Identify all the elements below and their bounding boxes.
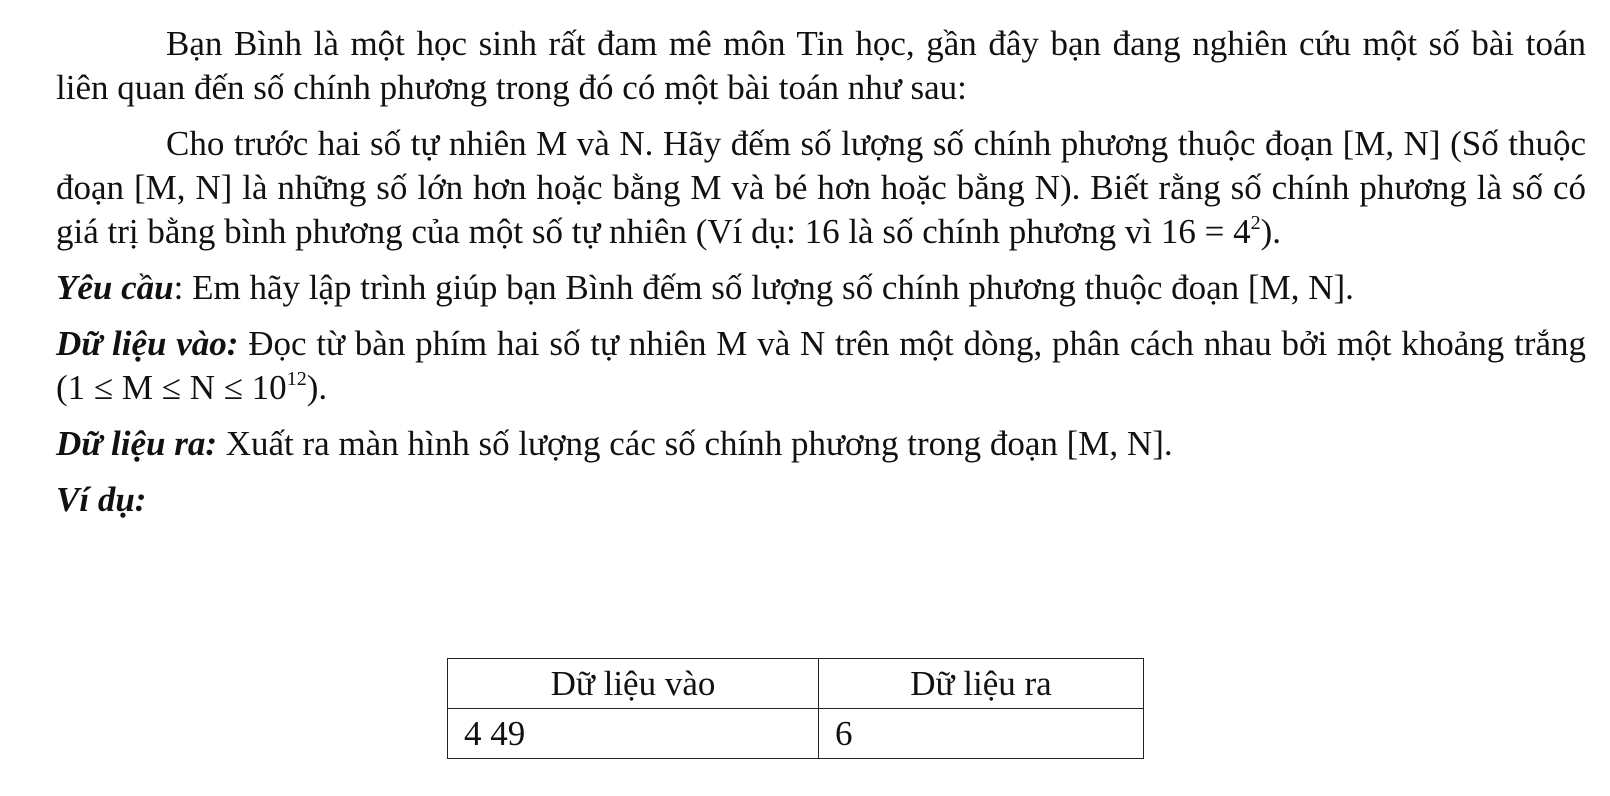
output-paragraph	[56, 422, 1586, 466]
example-label: Ví dụ:	[56, 480, 147, 519]
cell-input: 4 49	[448, 709, 819, 759]
header-input: Dữ liệu vào	[448, 659, 819, 709]
problem-text: Cho trước hai số tự nhiên M và N. Hãy đếm số lượng số chính phương thuộc đoạn [M, N] (Số thuộc đoạn [M, N] là những số lớn hơn hoặc bằng M và bé hơn hoặc bằng N). Biết rằng số chính phương là số có giá trị bằng bình phương của một số tự nhiên (Ví dụ: 16 là số chính phương vì 16 = 4	[56, 124, 1586, 251]
cell-output: 6	[819, 709, 1144, 759]
input-text: Đọc từ bàn phím hai số tự nhiên M và N trên một dòng, phân cách nhau bởi một khoảng trắng (1 ≤ M ≤ N ≤ 10	[56, 324, 1586, 407]
exponent: 2	[1250, 212, 1261, 234]
output-label: Dữ liệu ra:	[56, 424, 217, 463]
table-row	[448, 709, 1144, 759]
header-output: Dữ liệu ra	[819, 659, 1144, 709]
example-heading	[56, 478, 1586, 522]
requirement-colon: :	[173, 268, 184, 307]
intro-paragraph: Bạn Bình là một học sinh rất đam mê môn Tin học, gần đây bạn đang nghiên cứu một số bài toán liên quan đến số chính phương trong đó có một bài toán như sau:	[56, 24, 1586, 107]
problem-paragraph	[56, 122, 1586, 254]
problem-text-end: ).	[1260, 212, 1282, 251]
input-exponent: 12	[286, 368, 307, 390]
requirement-paragraph	[56, 266, 1586, 310]
requirement-label: Yêu cầu	[56, 268, 174, 307]
problem-statement	[56, 22, 1586, 532]
input-label: Dữ liệu vào:	[56, 324, 239, 363]
requirement-text: Em hãy lập trình giúp bạn Bình đếm số lượng số chính phương thuộc đoạn [M, N].	[183, 268, 1354, 307]
table-header-row	[448, 659, 1144, 709]
input-paragraph	[56, 322, 1586, 410]
output-text: Xuất ra màn hình số lượng các số chính phương trong đoạn [M, N].	[216, 424, 1173, 463]
input-text-end: ).	[306, 368, 328, 407]
example-table	[447, 658, 1144, 759]
